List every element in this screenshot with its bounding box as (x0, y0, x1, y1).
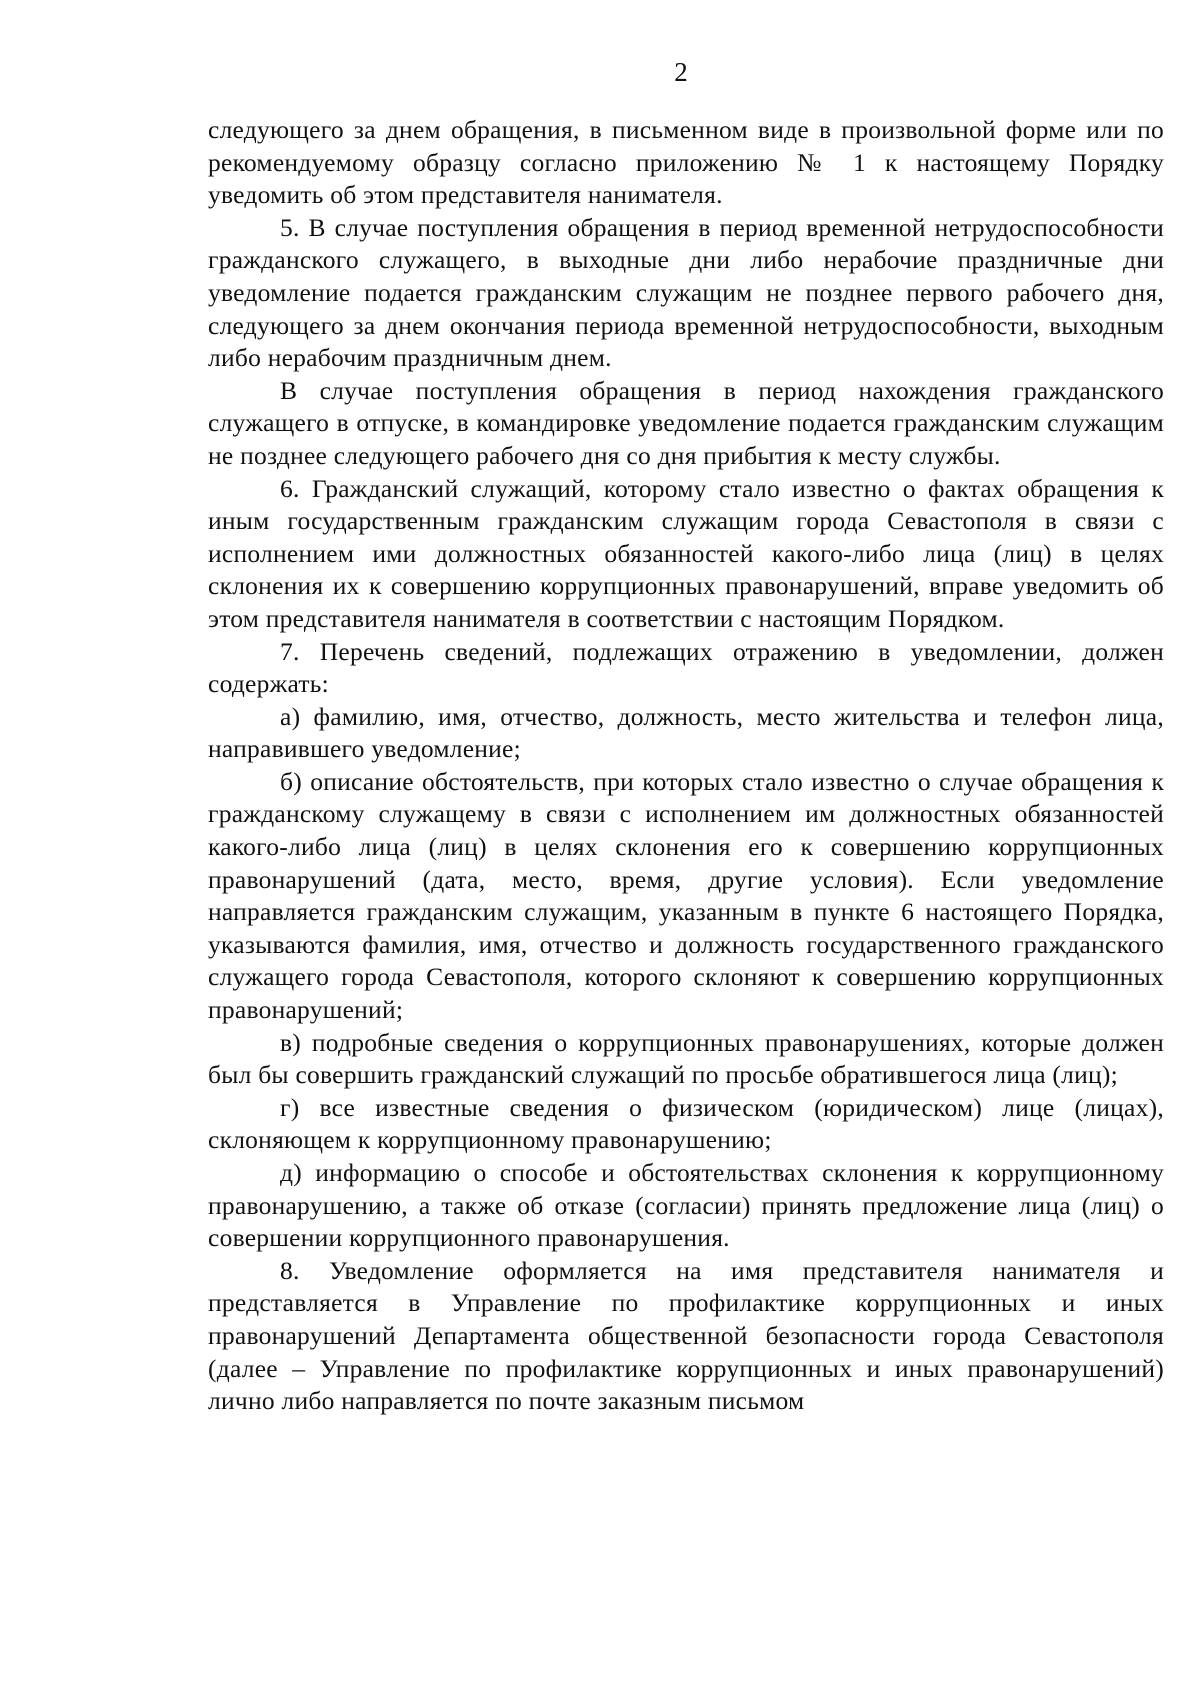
paragraph-item-7v: в) подробные сведения о коррупционных правонарушениях, которые должен был бы совершить гражданский служащий по просьбе обратившегося лица (лиц); (208, 1027, 1164, 1090)
paragraph-item-6: 6. Гражданский служащий, которому стало известно о фактах обращения к иным государственным гражданским служащим города Севастополя в связи с исполнением ими должностных обязанностей какого-либо лица (лиц) в целях склонения их к совершению коррупционных правонарушений, вправе уведомить об этом представителя нанимателя в соответствии с настоящим Порядком. (208, 473, 1164, 633)
paragraph-item-7g: г) все известные сведения о физическом (юридическом) лице (лицах), склоняющем к коррупционному правонарушению; (208, 1092, 1164, 1155)
page-number: 2 (674, 57, 688, 87)
document-body (208, 114, 1164, 1418)
paragraph-item-5-vacation: В случае поступления обращения в период нахождения гражданского служащего в отпуске, в командировке уведомление подается гражданским служащим не позднее следующего рабочего дня со дня прибытия к месту службы. (208, 375, 1164, 470)
paragraph-item-7b: б) описание обстоятельств, при которых стало известно о случае обращения к гражданскому служащему в связи с исполнением им должностных обязанностей какого-либо лица (лиц) в целях склонения его к совершению коррупционных правонарушений (дата, место, время, другие условия). Если уведомление направляется гражданским служащим, указанным в пункте 6 настоящего Порядка, указываются фамилия, имя, отчество и должность государственного гражданского служащего города Севастополя, которого склоняют к совершению коррупционных правонарушений; (208, 766, 1164, 1025)
paragraph-item-8: 8. Уведомление оформляется на имя представителя нанимателя и представляется в Управление по профилактике коррупционных и иных правонарушений Департамента общественной безопасности города Севастополя (далее – Управление по профилактике коррупционных и иных правонарушений) лично либо направляется по почте заказным письмом (208, 1255, 1164, 1416)
paragraph-continuation: следующего за днем обращения, в письменном виде в произвольной форме или по рекомендуемому образцу согласно приложению № 1 к настоящему Порядку уведомить об этом представителя нанимателя. (208, 115, 1164, 210)
paragraph-item-7a: а) фамилию, имя, отчество, должность, место жительства и телефон лица, направившего уведомление; (208, 701, 1164, 764)
paragraph-item-7d: д) информацию о способе и обстоятельствах склонения к коррупционному правонарушению, а также об отказе (согласии) принять предложение лица (лиц) о совершении коррупционного правонарушения. (208, 1158, 1164, 1253)
paragraph-item-7: 7. Перечень сведений, подлежащих отражению в уведомлении, должен содержать: (208, 636, 1164, 699)
paragraph-item-5: 5. В случае поступления обращения в период временной нетрудоспособности гражданского служащего, в выходные дни либо нерабочие праздничные дни уведомление подается гражданским служащим не позднее первого рабочего дня, следующего за днем окончания периода временной нетрудоспособности, выходным либо нерабочим праздничным днем. (208, 212, 1164, 373)
